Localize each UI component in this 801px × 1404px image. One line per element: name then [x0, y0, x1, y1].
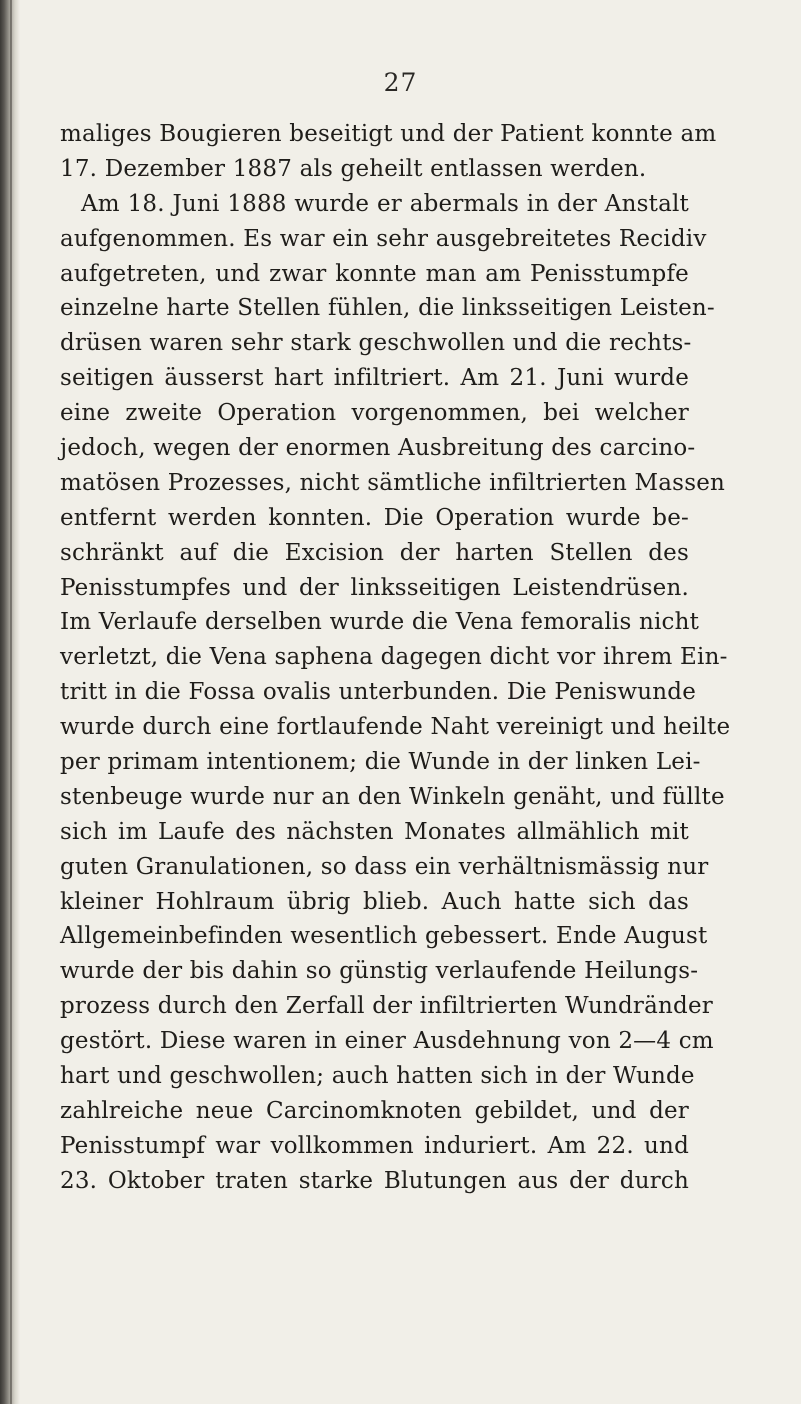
text-line: prozess durch den Zerfall der infiltrierten Wundränder: [60, 993, 713, 1020]
text-line: drüsen waren sehr stark geschwollen und die rechts-: [60, 330, 692, 357]
text-line: schränkt auf die Excision der harten Stellen des: [60, 539, 689, 566]
text-line: tritt in die Fossa ovalis unterbunden. Die Peniswunde: [60, 679, 697, 706]
text-line: wurde der bis dahin so günstig verlaufende Heilungs-: [60, 958, 699, 985]
text-line: zahlreiche neue Carcinomknoten gebildet, und der: [60, 1097, 689, 1124]
text-line: entfernt werden konnten. Die Operation wurde be-: [60, 504, 689, 531]
text-line: Penisstumpf war vollkommen induriert. Am 22. und: [60, 1132, 689, 1159]
text-line: Im Verlaufe derselben wurde die Vena femoralis nicht: [60, 609, 700, 636]
text-line: hart und geschwollen; auch hatten sich in der Wunde: [60, 1063, 695, 1090]
text-line: sich im Laufe des nächsten Monates allmählich mit: [60, 818, 689, 845]
text-line: einzelne harte Stellen fühlen, die linksseitigen Leisten-: [60, 295, 715, 322]
text-line: aufgetreten, und zwar konnte man am Penisstumpfe: [60, 260, 689, 287]
text-line: matösen Prozesses, nicht sämtliche infiltrierten Massen: [60, 469, 726, 496]
text-line: maliges Bougieren beseitigt und der Patient konnte am: [60, 121, 717, 147]
page-number: 27: [383, 68, 418, 97]
text-line: eine zweite Operation vorgenommen, bei welcher: [60, 400, 689, 427]
text-line: seitigen äusserst hart infiltriert. Am 21. Juni wurde: [60, 365, 689, 392]
text-line: jedoch, wegen der enormen Ausbreitung des carcino-: [60, 435, 696, 462]
text-line: guten Granulationen, so dass ein verhältnismässig nur: [60, 853, 709, 880]
text-line: per primam intentionem; die Wunde in der linken Lei-: [60, 749, 701, 776]
text-line: wurde durch eine fortlaufende Naht vereinigt und heilte: [60, 714, 731, 741]
text-line: Penisstumpfes und der linksseitigen Leistendrüsen.: [60, 574, 689, 601]
text-line: aufgenommen. Es war ein sehr ausgebreitetes Recidiv: [60, 225, 707, 252]
text-line: 17. Dezember 1887 als geheilt entlassen werden.: [60, 155, 647, 182]
text-line: kleiner Hohlraum übrig blieb. Auch hatte sich das: [60, 888, 689, 915]
text-line: gestört. Diese waren in einer Ausdehnung von 2—4 cm: [60, 1028, 714, 1055]
text-line: stenbeuge wurde nur an den Winkeln genäht, und füllte: [60, 783, 725, 810]
text-line: Allgemeinbefinden wesentlich gebessert. Ende August: [60, 923, 708, 950]
text-line: 23. Oktober traten starke Blutungen aus der durch: [60, 1167, 689, 1194]
binding-edge: [10, 0, 12, 1404]
text-line: Am 18. Juni 1888 wurde er abermals in der Anstalt: [81, 190, 689, 217]
body-text: [60, 117, 731, 1199]
text-line: verletzt, die Vena saphena dagegen dicht vor ihrem Ein-: [60, 644, 728, 671]
